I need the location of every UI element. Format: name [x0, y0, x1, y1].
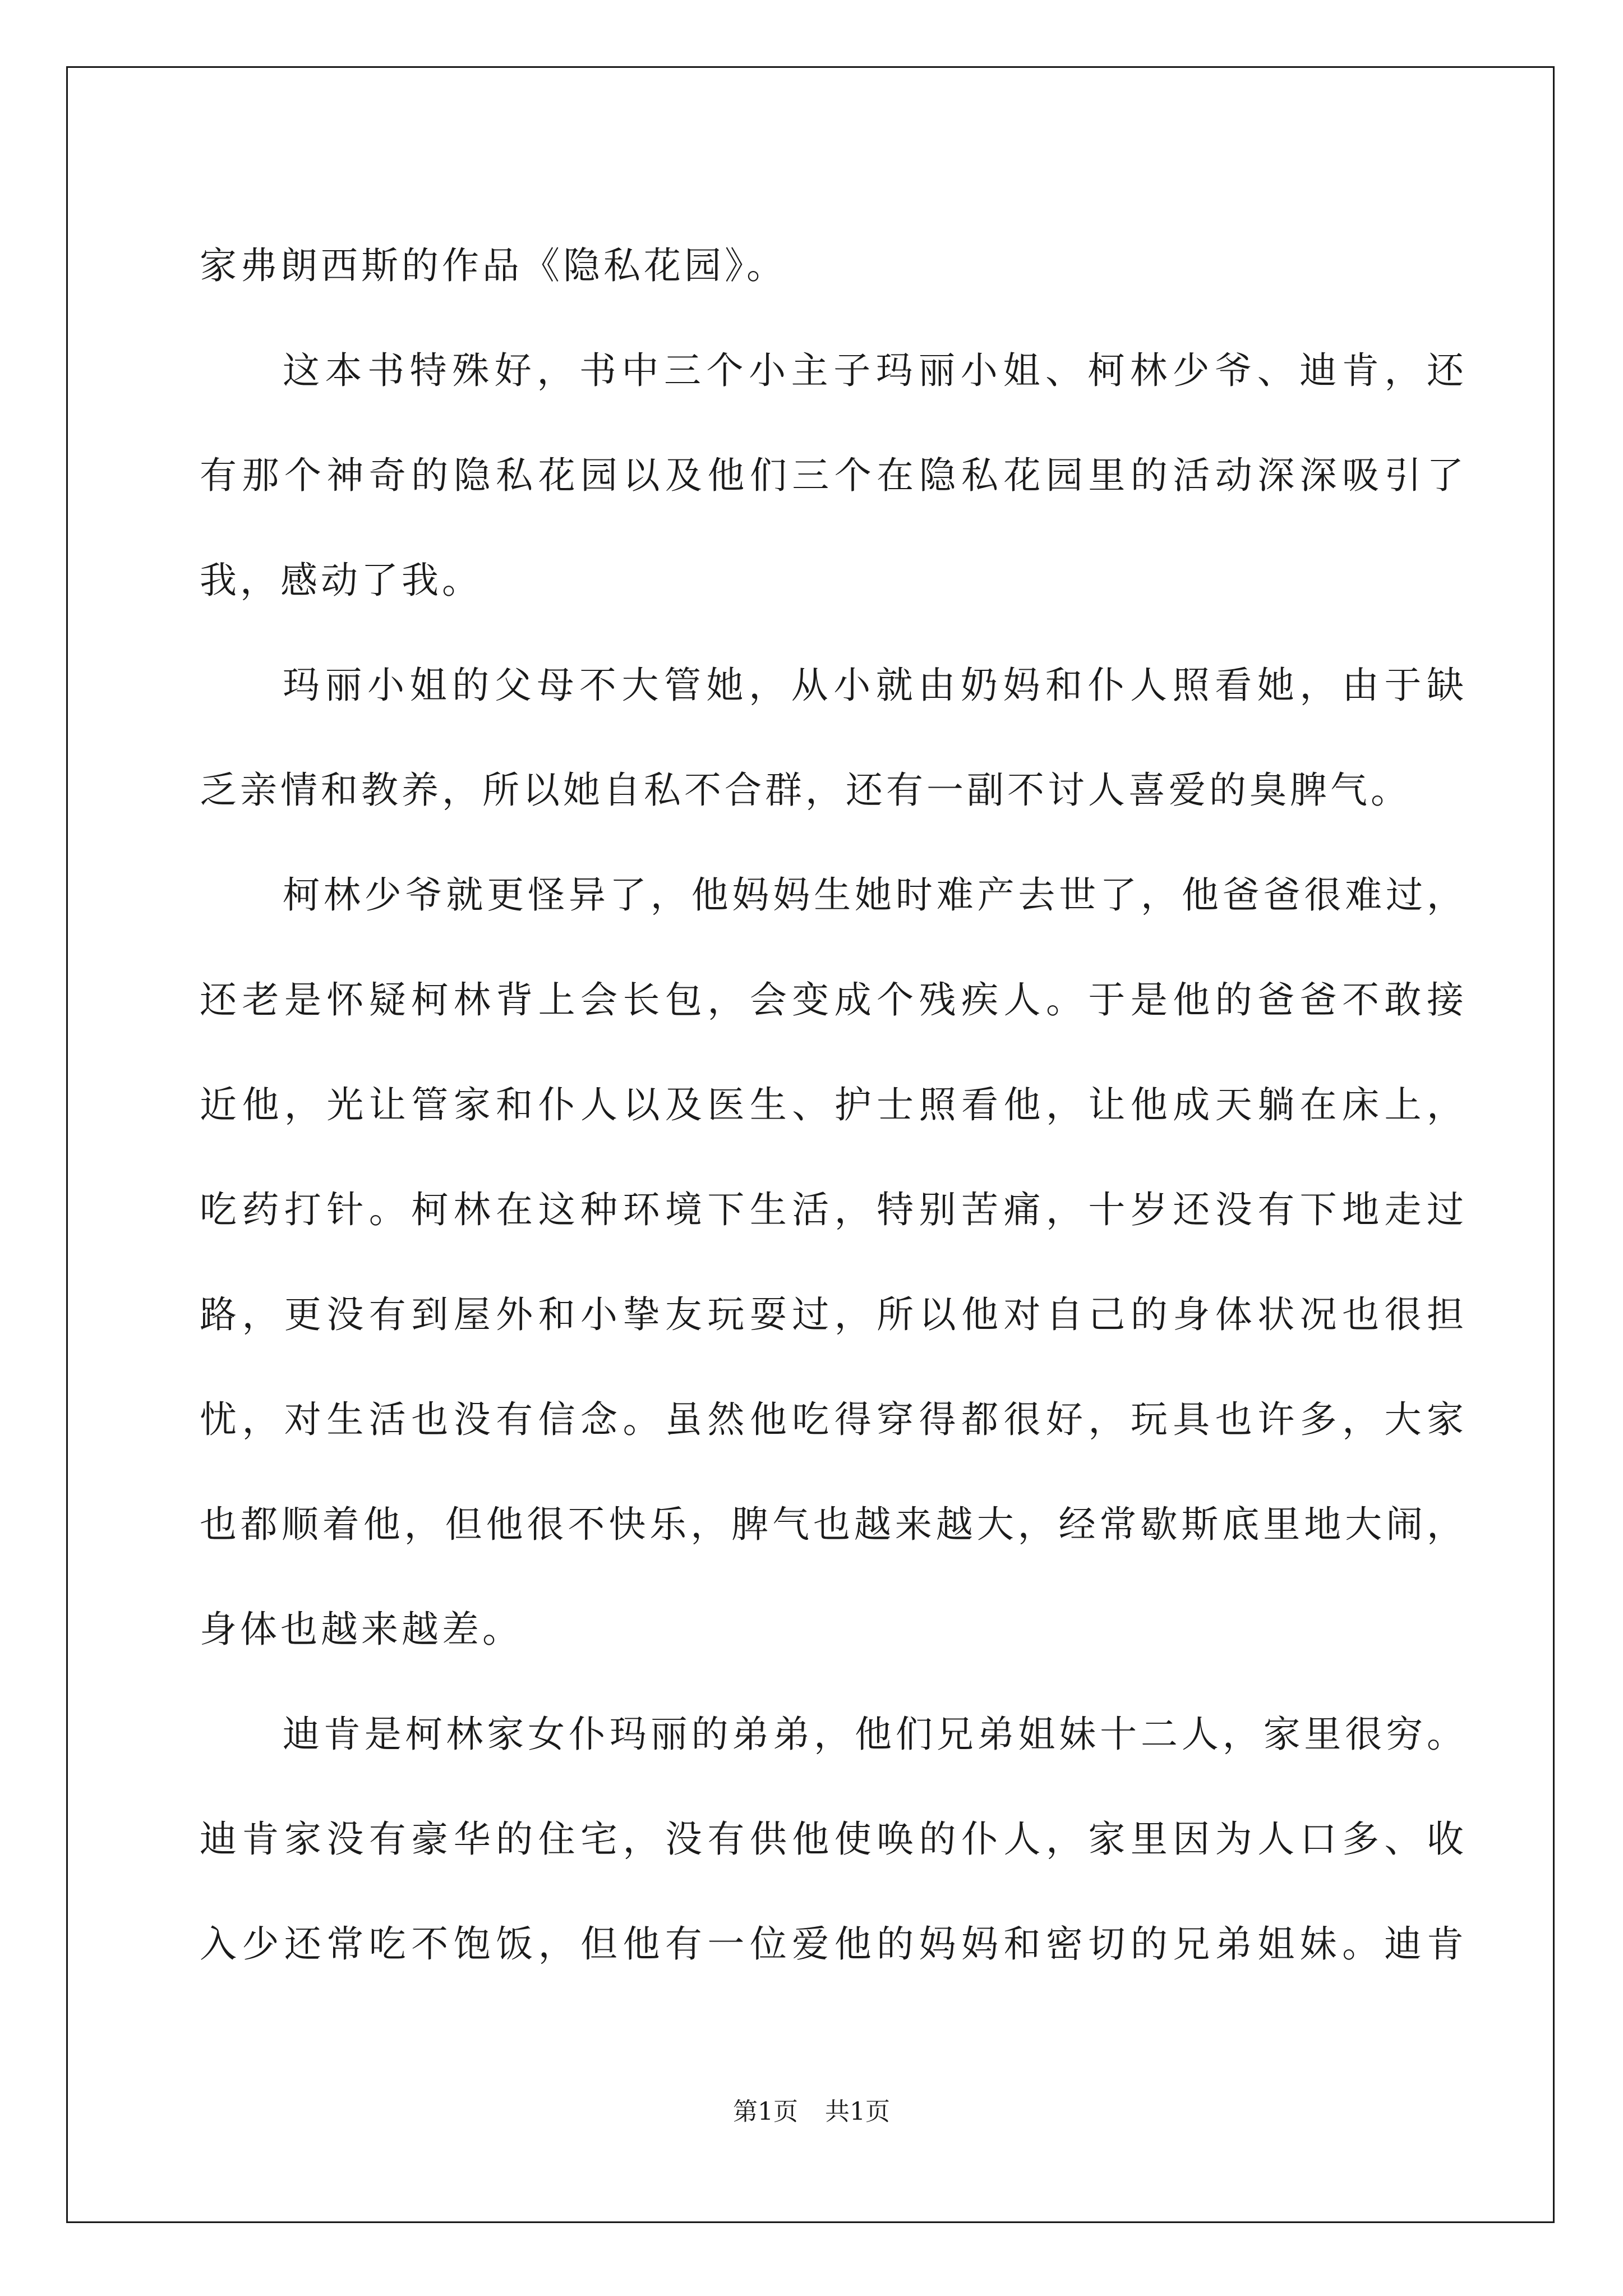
paragraph	[200, 318, 1467, 633]
text-line: 吃药打针。柯林在这种环境下生活，特别苦痛，十岁还没有下地走过	[200, 1188, 1467, 1231]
text-line: 身体也越来越差。	[200, 1608, 523, 1651]
text-line: 忧，对生活也没有信念。虽然他吃得穿得都很好，玩具也许多，大家	[200, 1398, 1467, 1441]
text-line: 还老是怀疑柯林背上会长包，会变成个残疾人。于是他的爸爸不敢接	[200, 978, 1467, 1022]
paragraph	[200, 213, 1467, 318]
paragraph	[200, 633, 1467, 843]
page-total: 共1页	[825, 2097, 890, 2126]
text-line: 迪肯是柯林家女仆玛丽的弟弟，他们兄弟姐妹十二人，家里很穷。	[283, 1713, 1467, 1756]
page-footer	[0, 2095, 1623, 2129]
paragraph	[200, 1682, 1467, 1996]
text-line: 入少还常吃不饱饭，但他有一位爱他的妈妈和密切的兄弟姐妹。迪肯	[200, 1922, 1467, 1966]
text-line: 路，更没有到屋外和小挚友玩耍过，所以他对自己的身体状况也很担	[200, 1293, 1467, 1336]
page-number: 第1页	[733, 2097, 798, 2126]
text-line: 有那个神奇的隐私花园以及他们三个在隐私花园里的活动深深吸引了	[200, 454, 1467, 497]
text-line: 柯林少爷就更怪异了，他妈妈生她时难产去世了，他爸爸很难过，	[283, 873, 1467, 917]
text-line: 家弗朗西斯的作品《隐私花园》。	[200, 244, 787, 287]
text-line: 也都顺着他，但他很不快乐，脾气也越来越大，经常歇斯底里地大闹，	[200, 1503, 1467, 1546]
text-line: 我，感动了我。	[200, 559, 482, 602]
paragraph	[200, 843, 1467, 1682]
text-line: 这本书特殊好，书中三个小主子玛丽小姐、柯林少爷、迪肯，还	[283, 349, 1467, 392]
text-line: 迪肯家没有豪华的住宅，没有供他使唤的仆人，家里因为人口多、收	[200, 1818, 1467, 1861]
text-line: 玛丽小姐的父母不大管她，从小就由奶妈和仆人照看她，由于缺	[283, 664, 1467, 707]
text-line: 近他，光让管家和仆人以及医生、护士照看他，让他成天躺在床上，	[200, 1083, 1467, 1126]
text-line: 乏亲情和教养，所以她自私不合群，还有一副不讨人喜爱的臭脾气。	[200, 769, 1411, 812]
document-body	[200, 213, 1467, 1996]
